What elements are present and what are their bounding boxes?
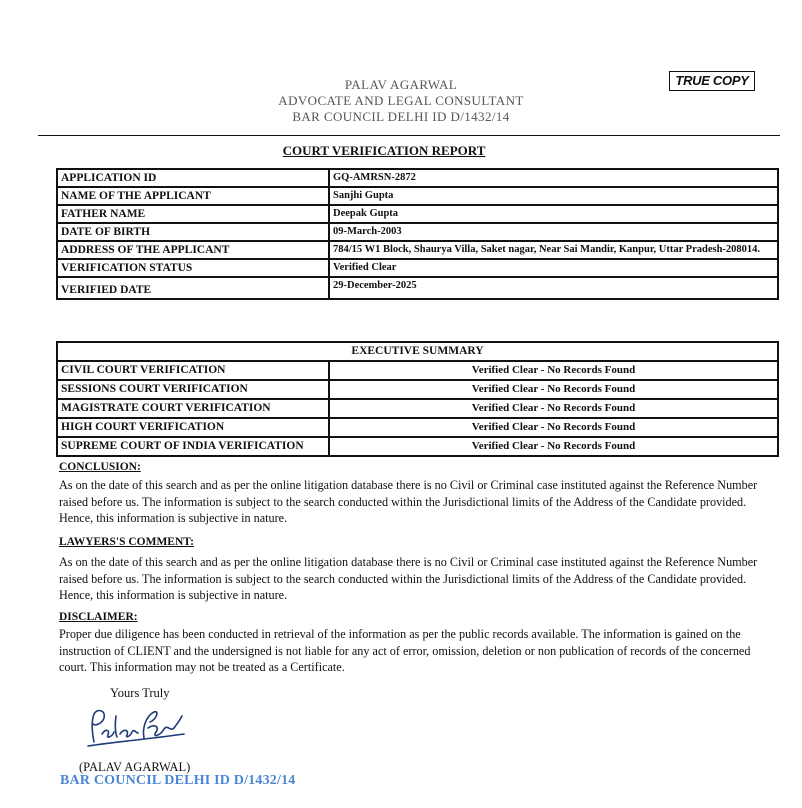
detail-label: NAME OF THE APPLICANT [57,187,329,205]
signer-name: (PALAV AGARWAL) [79,760,191,774]
detail-value: 09-March-2003 [329,223,778,241]
detail-label: APPLICATION ID [57,169,329,187]
true-copy-stamp: TRUE COPY [669,71,755,91]
table-row [57,241,778,259]
applicant-details-table [56,168,779,300]
table-row [57,277,778,299]
salutation: Yours Truly [110,686,170,700]
table-row [57,187,778,205]
summary-label: HIGH COURT VERIFICATION [57,418,329,437]
table-row [57,380,778,399]
detail-label: FATHER NAME [57,205,329,223]
table-row [57,418,778,437]
detail-value: Sanjhi Gupta [329,187,778,205]
detail-value: 29-December-2025 [329,277,778,299]
table-row [57,223,778,241]
summary-label: SESSIONS COURT VERIFICATION [57,380,329,399]
signature [82,704,192,757]
letterhead-role: ADVOCATE AND LEGAL CONSULTANT [278,93,524,108]
detail-value: Verified Clear [329,259,778,277]
table-row [57,399,778,418]
table-row [57,342,778,361]
detail-label: DATE OF BIRTH [57,223,329,241]
detail-value: GQ-AMRSN-2872 [329,169,778,187]
executive-summary-table [56,341,779,457]
table-row [57,259,778,277]
summary-label: MAGISTRATE COURT VERIFICATION [57,399,329,418]
report-title: COURT VERIFICATION REPORT [282,143,486,158]
executive-summary-title: EXECUTIVE SUMMARY [57,342,778,361]
summary-value: Verified Clear - No Records Found [329,399,778,418]
letterhead-bar-id: BAR COUNCIL DELHI ID D/1432/14 [292,109,510,124]
table-row [57,205,778,223]
detail-value: 784/15 W1 Block, Shaurya Villa, Saket nagar, Near Sai Mandir, Kanpur, Uttar Pradesh-208014. [329,241,778,259]
disclaimer-heading: DISCLAIMER: [59,611,138,623]
summary-value: Verified Clear - No Records Found [329,361,778,380]
detail-label: VERIFICATION STATUS [57,259,329,277]
disclaimer-text: Proper due diligence has been conducted in retrieval of the information as per the public records available. The information is gained on the instruction of CLIENT and the undersigned is not liable for any act of error, omission, deletion or non publication of records of the concerned court. This information may not be treated as a Certificate. [59,627,751,674]
detail-label: VERIFIED DATE [57,277,329,299]
signer-bar-id: BAR COUNCIL DELHI ID D/1432/14 [60,773,296,788]
conclusion-text: As on the date of this search and as per the online litigation database there is no Civil or Criminal case instituted against the Reference Number raised before us. The information is subject to the search conducted within the Jurisdictional limits of the Address of the Candidate provided. Hence, this information is subjective in nature. [59,478,758,525]
summary-value: Verified Clear - No Records Found [329,437,778,456]
detail-label: ADDRESS OF THE APPLICANT [57,241,329,259]
header-divider [38,135,780,136]
lawyers-comment-heading: LAWYERS'S COMMENT: [59,536,194,548]
summary-value: Verified Clear - No Records Found [329,418,778,437]
table-row [57,169,778,187]
summary-value: Verified Clear - No Records Found [329,380,778,399]
lawyers-comment-text: As on the date of this search and as per the online litigation database there is no Civil or Criminal case instituted against the Reference Number raised before us. The information is subject to the search conducted within the Jurisdictional limits of the Address of the Candidate provided. Hence, this information is subjective in nature. [59,555,758,602]
table-row [57,437,778,456]
summary-label: CIVIL COURT VERIFICATION [57,361,329,380]
detail-value: Deepak Gupta [329,205,778,223]
summary-label: SUPREME COURT OF INDIA VERIFICATION [57,437,329,456]
table-row [57,361,778,380]
conclusion-heading: CONCLUSION: [59,461,141,473]
letterhead-name: PALAV AGARWAL [344,77,458,92]
